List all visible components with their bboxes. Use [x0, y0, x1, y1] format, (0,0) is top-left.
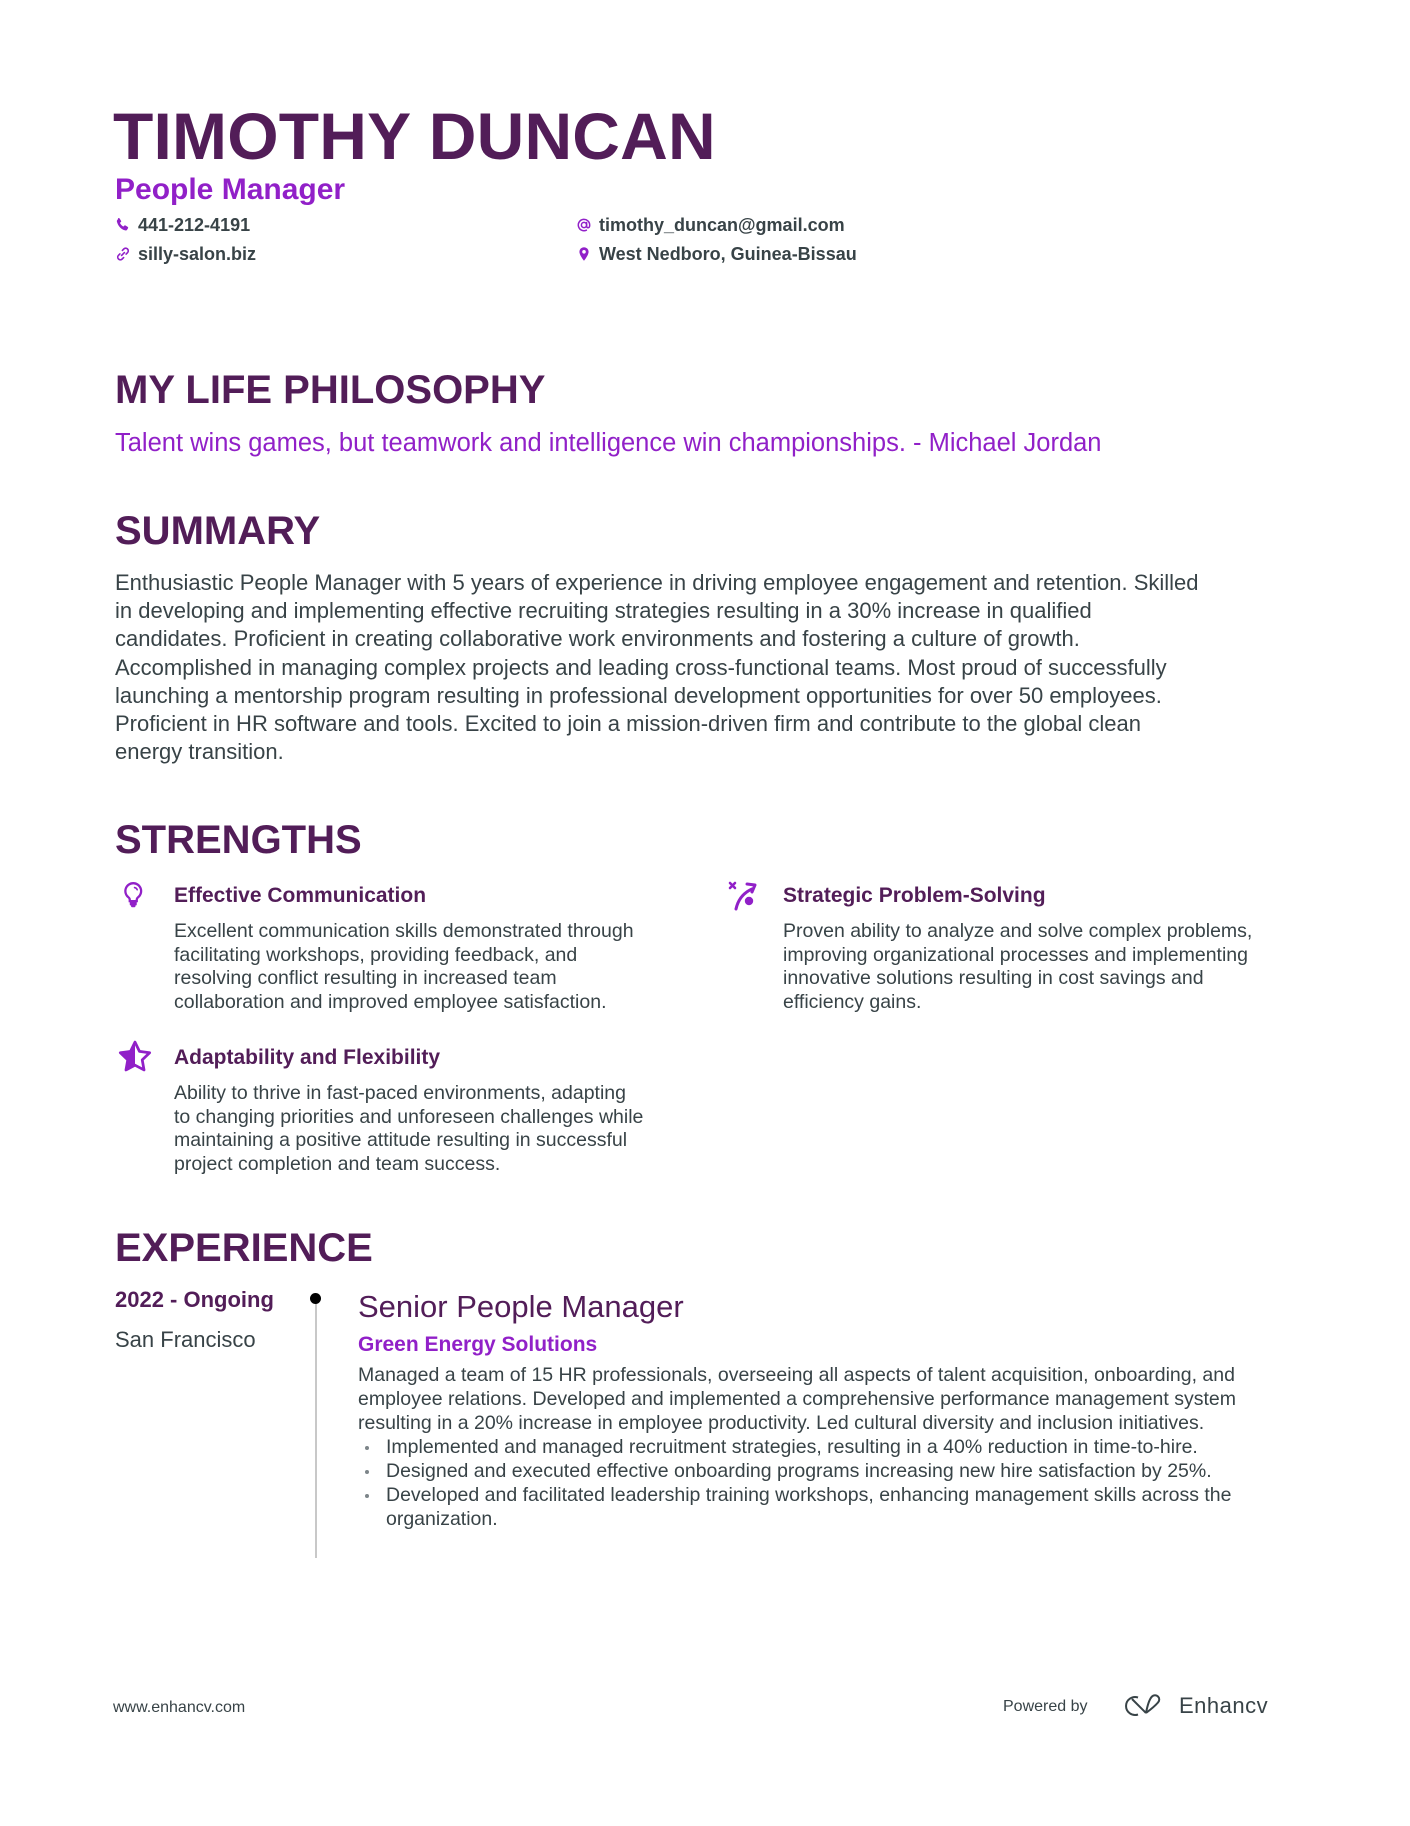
- job-location: San Francisco: [115, 1327, 256, 1352]
- job-desc-line: employee relations. Developed and implemented a comprehensive performance management system: [358, 1387, 1236, 1410]
- strength-description: [783, 920, 1252, 1014]
- candidate-name: TIMOTHY DUNCAN: [113, 99, 716, 173]
- contact-email: [576, 213, 845, 237]
- strategy-arrow-icon: [728, 880, 760, 917]
- job-dates: 2022 - Ongoing: [115, 1287, 274, 1312]
- strength-title: Adaptability and Flexibility: [174, 1046, 441, 1069]
- philosophy-heading: MY LIFE PHILOSOPHY: [115, 368, 546, 412]
- footer-website-link[interactable]: www.enhancv.com: [113, 1699, 246, 1716]
- enhancv-logo-icon: [1121, 1693, 1169, 1719]
- timeline-dot: [310, 1293, 321, 1304]
- lightbulb-icon: [121, 879, 149, 916]
- summary-line: Proficient in HR software and tools. Excited to join a mission-driven firm and contribute to the global clean: [115, 711, 1141, 737]
- strengths-heading: STRENGTHS: [115, 818, 362, 862]
- strength-desc-line: collaboration and improved employee satisfaction.: [174, 990, 607, 1013]
- achievement-item: Developed and facilitated leadership training workshops, enhancing management skills across the organization.: [358, 1484, 1232, 1532]
- experience-heading: EXPERIENCE: [115, 1226, 373, 1270]
- at-icon: [576, 217, 592, 233]
- strength-desc-line: Ability to thrive in fast-paced environments, adapting: [174, 1082, 626, 1104]
- job-desc-line: resulting in a 20% increase in employee productivity. Led cultural diversity and inclusion initiatives.: [358, 1411, 1205, 1434]
- strength-description: [174, 920, 634, 1014]
- enhancv-wordmark: Enhancv: [1179, 1693, 1269, 1718]
- philosophy-quote: Talent wins games, but teamwork and intelligence win championships. - Michael Jordan: [115, 429, 1102, 457]
- job-achievements: [358, 1436, 1232, 1532]
- strength-desc-line: Excellent communication skills demonstrated through: [174, 920, 634, 942]
- summary-line: Enthusiastic People Manager with 5 years of experience in driving employee engagement and retention. Skilled: [115, 570, 1199, 595]
- phone-value: 441-212-4191: [138, 215, 251, 235]
- strength-title: Strategic Problem-Solving: [783, 884, 1046, 907]
- location-value: West Nedboro, Guinea-Bissau: [599, 244, 857, 264]
- phone-icon: [115, 217, 131, 233]
- strength-title: Effective Communication: [174, 884, 427, 907]
- email-value: timothy_duncan@gmail.com: [599, 215, 845, 235]
- company-name: Green Energy Solutions: [358, 1333, 598, 1356]
- strength-desc-line: Proven ability to analyze and solve complex problems,: [783, 920, 1253, 942]
- job-desc-line: Managed a team of 15 HR professionals, overseeing all aspects of talent acquisition, onboarding, and: [358, 1364, 1235, 1386]
- job-title: Senior People Manager: [358, 1289, 684, 1324]
- strength-desc-line: maintaining a positive attitude resulting in successful: [174, 1129, 628, 1152]
- summary-line: launching a mentorship program resulting in professional development opportunities for over 50 employees.: [115, 682, 1162, 708]
- strength-desc-line: efficiency gains.: [783, 990, 922, 1013]
- contact-location: [576, 242, 857, 266]
- strength-description: [174, 1082, 643, 1176]
- link-icon: [115, 246, 131, 262]
- candidate-role: People Manager: [115, 173, 346, 206]
- strength-desc-line: improving organizational processes and implementing: [783, 943, 1249, 966]
- strength-desc-line: innovative solutions resulting in cost savings and: [783, 967, 1204, 990]
- achievement-item: Implemented and managed recruitment strategies, resulting in a 40% reduction in time-to-hire.: [358, 1436, 1232, 1460]
- summary-line: Accomplished in managing complex projects and leading cross-functional teams. Most proud of successfully: [115, 654, 1167, 680]
- powered-by-label: Powered by: [1003, 1698, 1088, 1715]
- contact-website: [115, 242, 256, 266]
- bullet-icon: [365, 1446, 369, 1450]
- bullet-icon: [365, 1494, 369, 1498]
- strength-desc-line: resolving conflict resulting in increased team: [174, 967, 557, 990]
- summary-line: in developing and implementing effective recruiting strategies resulting in a 30% increase in qualified: [115, 598, 1092, 624]
- summary-line: candidates. Proficient in creating collaborative work environments and fostering a culture of growth.: [115, 626, 1080, 652]
- website-value: silly-salon.biz: [138, 244, 257, 264]
- summary-heading: SUMMARY: [115, 509, 321, 553]
- summary-text: [115, 569, 1295, 766]
- strength-desc-line: project completion and team success.: [174, 1152, 501, 1175]
- summary-line: energy transition.: [115, 739, 284, 765]
- strength-desc-line: to changing priorities and unforeseen challenges while: [174, 1105, 644, 1128]
- job-description: [358, 1364, 1236, 1436]
- location-pin-icon: [576, 246, 592, 262]
- timeline-line: [315, 1300, 317, 1558]
- half-star-icon: [117, 1040, 153, 1079]
- achievement-item: Designed and executed effective onboarding programs increasing new hire satisfaction by 25%.: [358, 1460, 1232, 1484]
- bullet-icon: [365, 1470, 369, 1474]
- enhancv-logo[interactable]: [1121, 1693, 1268, 1719]
- strength-desc-line: facilitating workshops, providing feedback, and: [174, 943, 578, 966]
- contact-phone: [115, 213, 250, 237]
